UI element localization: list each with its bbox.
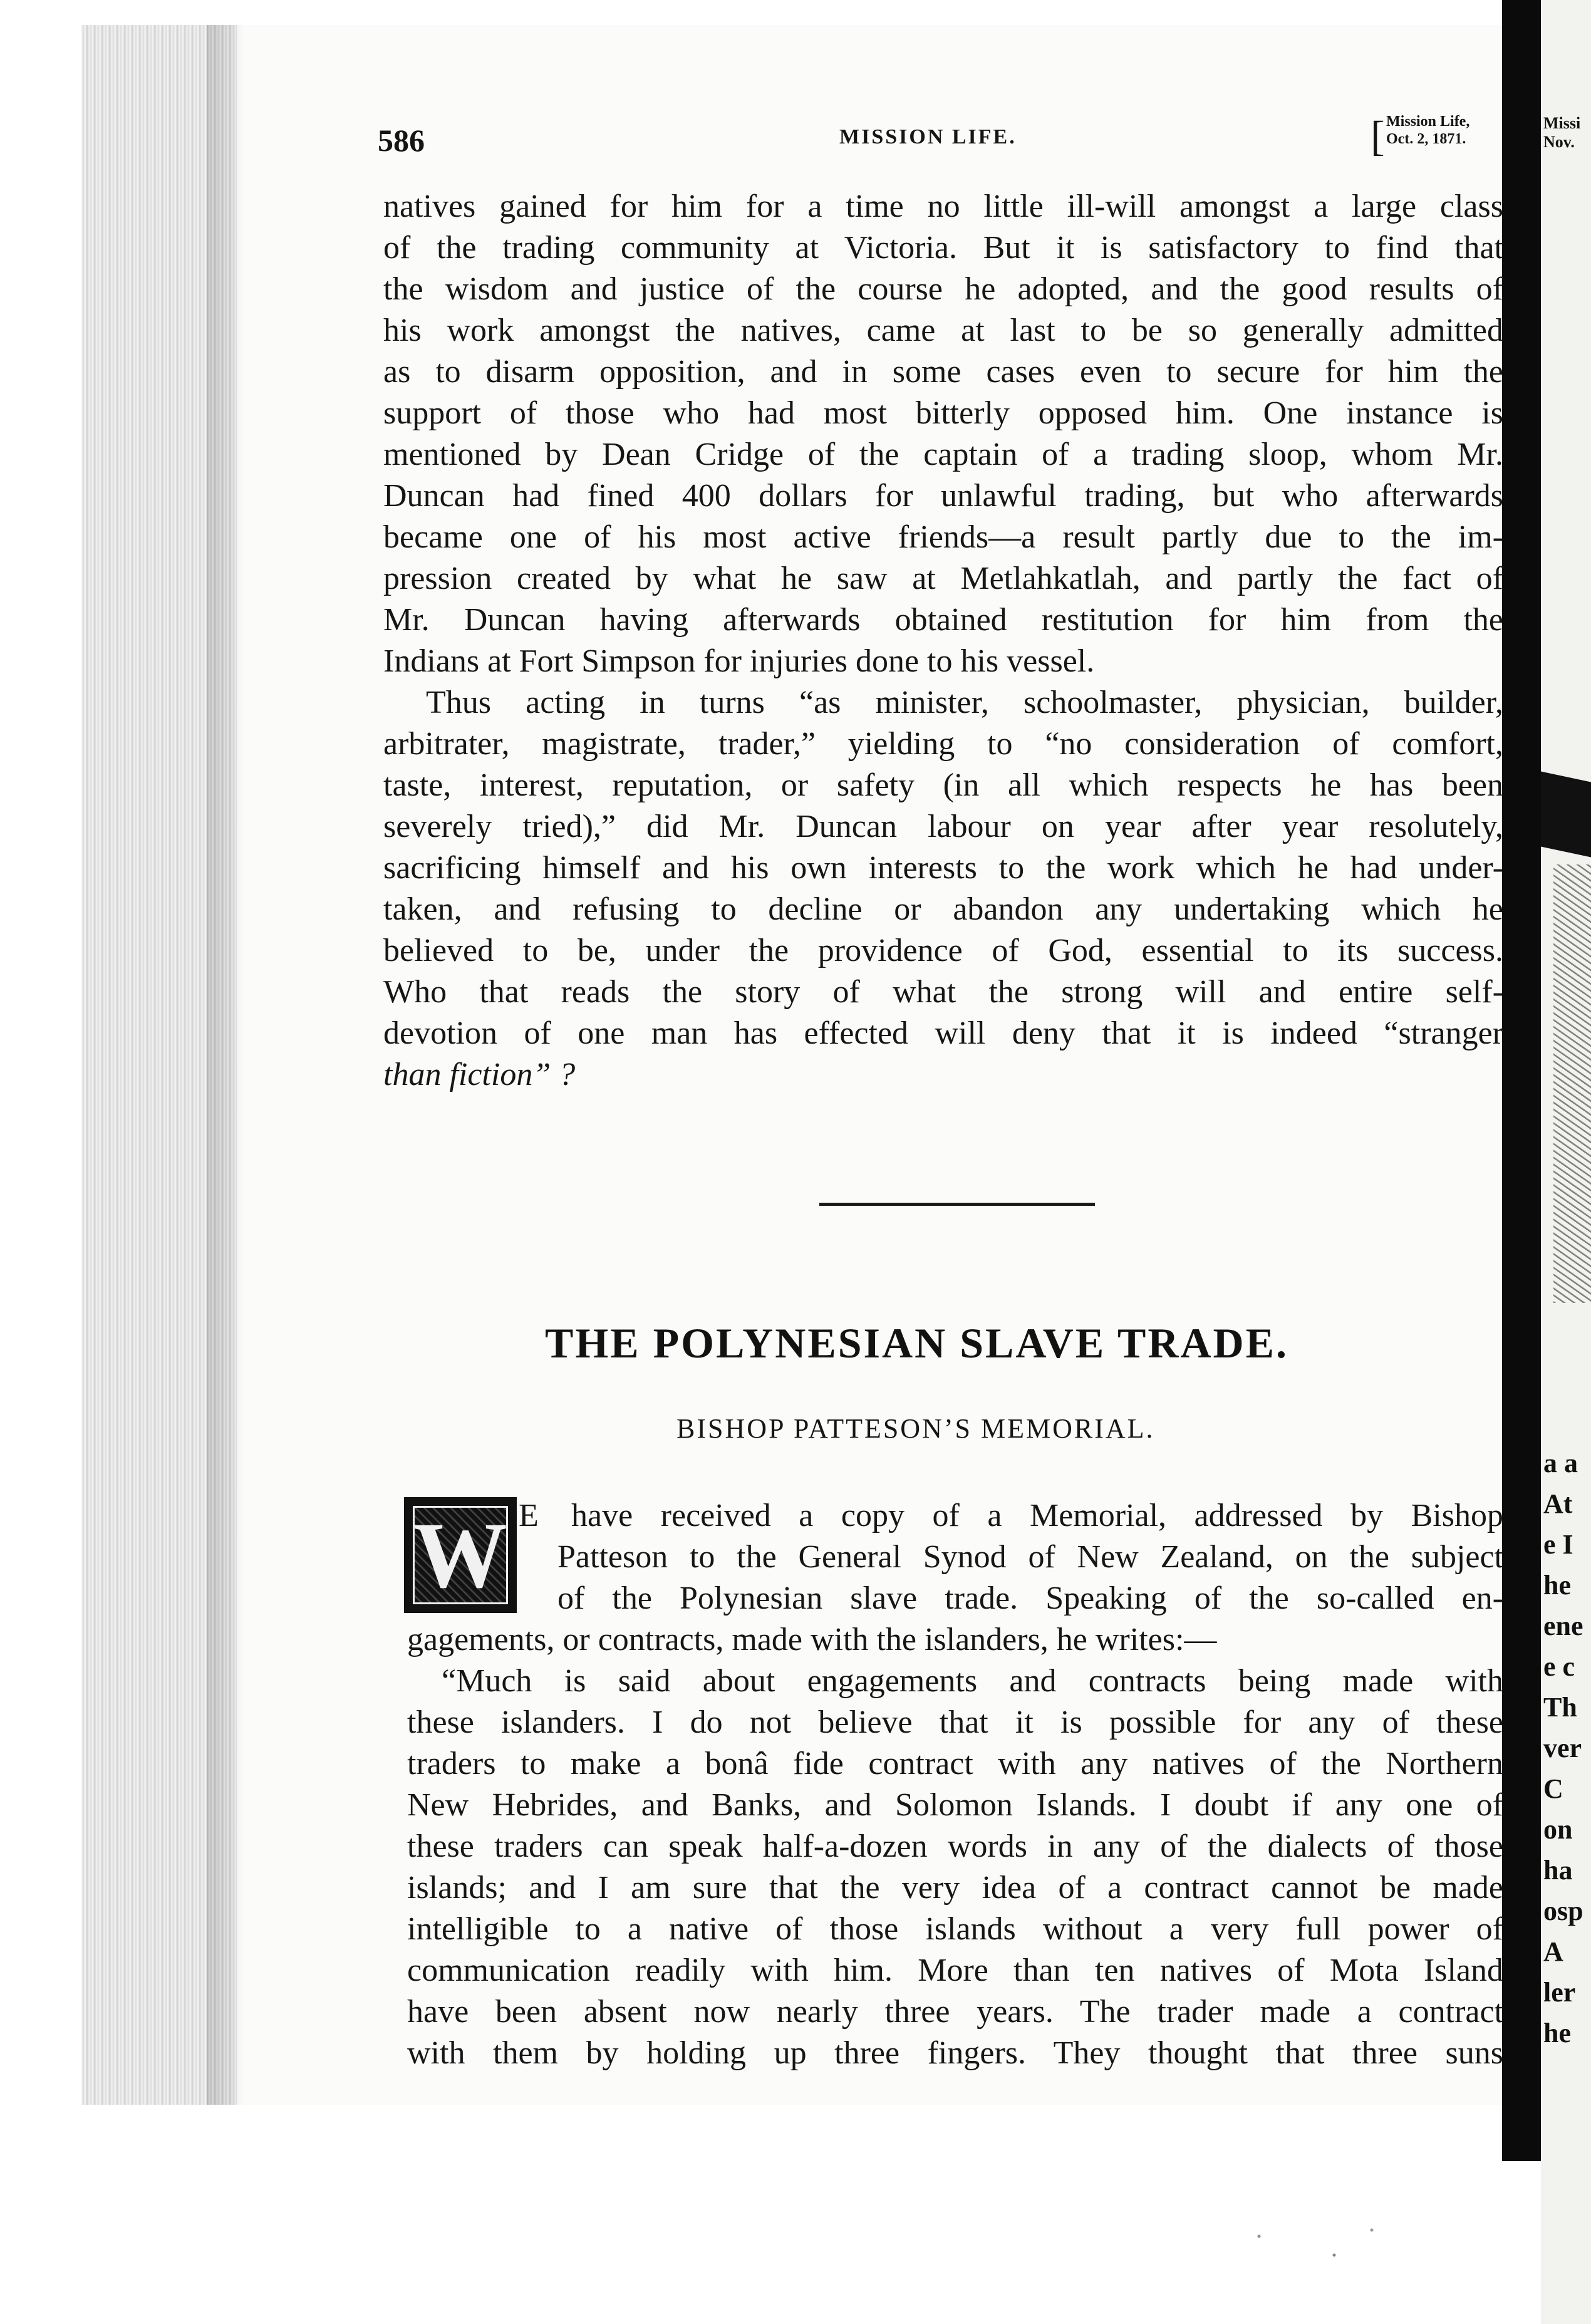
text-line: communication readily with him. More than ten natives of Mota Island — [407, 1953, 1503, 1988]
text-line: Duncan had fined 400 dollars for unlawful trading, but who afterwards — [383, 478, 1503, 514]
text-line: devotion of one man has effected will deny that it is indeed “stranger — [383, 1015, 1503, 1051]
facing-page-text-fragment: osp — [1543, 1896, 1583, 1926]
facing-page-text-fragment: C — [1543, 1773, 1563, 1804]
text-line: of the Polynesian slave trade. Speaking of the so-called en- — [557, 1580, 1503, 1616]
facing-page-text-fragment: he — [1543, 1570, 1571, 1600]
text-line: islands; and I am sure that the very idea of a contract cannot be made — [407, 1870, 1503, 1906]
text-line: “Much is said about engagements and contracts being made with — [442, 1663, 1503, 1699]
text-line: Indians at Fort Simpson for injuries done to his vessel. — [383, 643, 1095, 679]
facing-page-dark-band — [1541, 771, 1591, 857]
text-line: with them by holding up three fingers. They thought that three suns — [407, 2035, 1503, 2071]
facing-page-text-fragment: ene — [1543, 1611, 1583, 1641]
text-line: believed to be, under the providence of God, essential to its success. — [383, 933, 1503, 968]
facing-page-text-fragment: e I — [1543, 1529, 1573, 1560]
text-line: Thus acting in turns “as minister, schoolmaster, physician, builder, — [426, 685, 1503, 720]
section-divider-rule — [819, 1203, 1095, 1206]
issue-bracket: [ — [1371, 112, 1385, 160]
text-line: have received a copy of a Memorial, addressed by Bishop — [571, 1498, 1503, 1533]
text-line: sacrificing himself and his own interests to the work which he had under- — [383, 850, 1503, 886]
issue-note-line: Oct. 2, 1871. — [1386, 131, 1466, 147]
text-line: mentioned by Dean Cridge of the captain of a trading sloop, whom Mr. — [383, 437, 1503, 472]
drop-cap-continuation: E — [519, 1498, 539, 1533]
text-line: the wisdom and justice of the course he adopted, and the good results of — [383, 271, 1503, 307]
text-line: severely tried),” did Mr. Duncan labour on year after year resolutely, — [383, 809, 1503, 844]
text-line: taste, interest, reputation, or safety (in all which respects he has been — [383, 767, 1503, 803]
text-line: intelligible to a native of those islands without a very full power of — [407, 1911, 1503, 1947]
text-line: Mr. Duncan having afterwards obtained restitution for him from the — [383, 602, 1503, 638]
facing-page-text-fragment: on — [1543, 1814, 1573, 1845]
issue-note-line: Mission Life, — [1386, 113, 1470, 130]
article-title: THE POLYNESIAN SLAVE TRADE. — [545, 1319, 1288, 1367]
article-subtitle: BISHOP PATTESON’S MEMORIAL. — [676, 1413, 1155, 1444]
facing-page-text-fragment: ha — [1543, 1855, 1573, 1886]
text-line: became one of his most active friends—a result partly due to the im- — [383, 519, 1503, 555]
text-line: New Hebrides, and Banks, and Solomon Islands. I doubt if any one of — [407, 1787, 1503, 1823]
text-line-italic: than fiction” ? — [383, 1057, 576, 1092]
text-line: Patteson to the General Synod of New Zealand, on the subject — [557, 1539, 1503, 1575]
facing-page-illustration — [1553, 864, 1591, 1303]
text-line: natives gained for him for a time no little ill-will amongst a large class — [383, 189, 1503, 224]
facing-page-text-fragment: ver — [1543, 1733, 1582, 1763]
issue-note — [1386, 113, 1469, 148]
text-line: these islanders. I do not believe that it is possible for any of these — [407, 1704, 1503, 1740]
text-line: support of those who had most bitterly opposed him. One instance is — [383, 395, 1503, 431]
book-gutter — [1502, 0, 1541, 2161]
text-line: of the trading community at Victoria. But it is satisfactory to find that — [383, 230, 1503, 266]
facing-page-text-fragment: a a — [1543, 1448, 1578, 1478]
facing-page-text-fragment: Th — [1543, 1692, 1577, 1723]
facing-page-text-fragment: At — [1543, 1488, 1573, 1519]
paper-specks — [1221, 2211, 1409, 2274]
text-line: traders to make a bonâ fide contract with any natives of the Northern — [407, 1746, 1503, 1782]
text-line: have been absent now nearly three years. The trader made a contract — [407, 1994, 1503, 2030]
facing-page-text-fragment: ler — [1543, 1977, 1576, 2008]
ornamental-drop-cap — [404, 1497, 517, 1613]
running-head: MISSION LIFE. — [839, 125, 1017, 148]
facing-page-text-fragment: A — [1543, 1936, 1563, 1967]
text-line: pression created by what he saw at Metlahkatlah, and partly the fact of — [383, 561, 1503, 596]
facing-page-header-date: Nov. — [1543, 133, 1575, 151]
facing-page-text-fragment: e c — [1543, 1651, 1575, 1682]
facing-page-header: Missi — [1543, 114, 1581, 132]
text-line: his work amongst the natives, came at last to be so generally admitted — [383, 313, 1503, 348]
text-line: gagements, or contracts, made with the islanders, he writes:— — [407, 1622, 1217, 1657]
page-number: 586 — [378, 123, 425, 158]
drop-cap-letter: W — [413, 1503, 507, 1607]
spine-shadow — [207, 25, 244, 2105]
text-line: Who that reads the story of what the strong will and entire self- — [383, 974, 1503, 1010]
text-line: these traders can speak half-a-dozen words in any of the dialects of those — [407, 1829, 1503, 1864]
facing-page-text-fragment: he — [1543, 2018, 1571, 2048]
text-line: as to disarm opposition, and in some cases even to secure for him the — [383, 354, 1503, 390]
text-line: arbitrater, magistrate, trader,” yielding to “no consideration of comfort, — [383, 726, 1503, 762]
text-line: taken, and refusing to decline or abandon any undertaking which he — [383, 891, 1503, 927]
facing-page-fragment — [1541, 0, 1591, 2324]
